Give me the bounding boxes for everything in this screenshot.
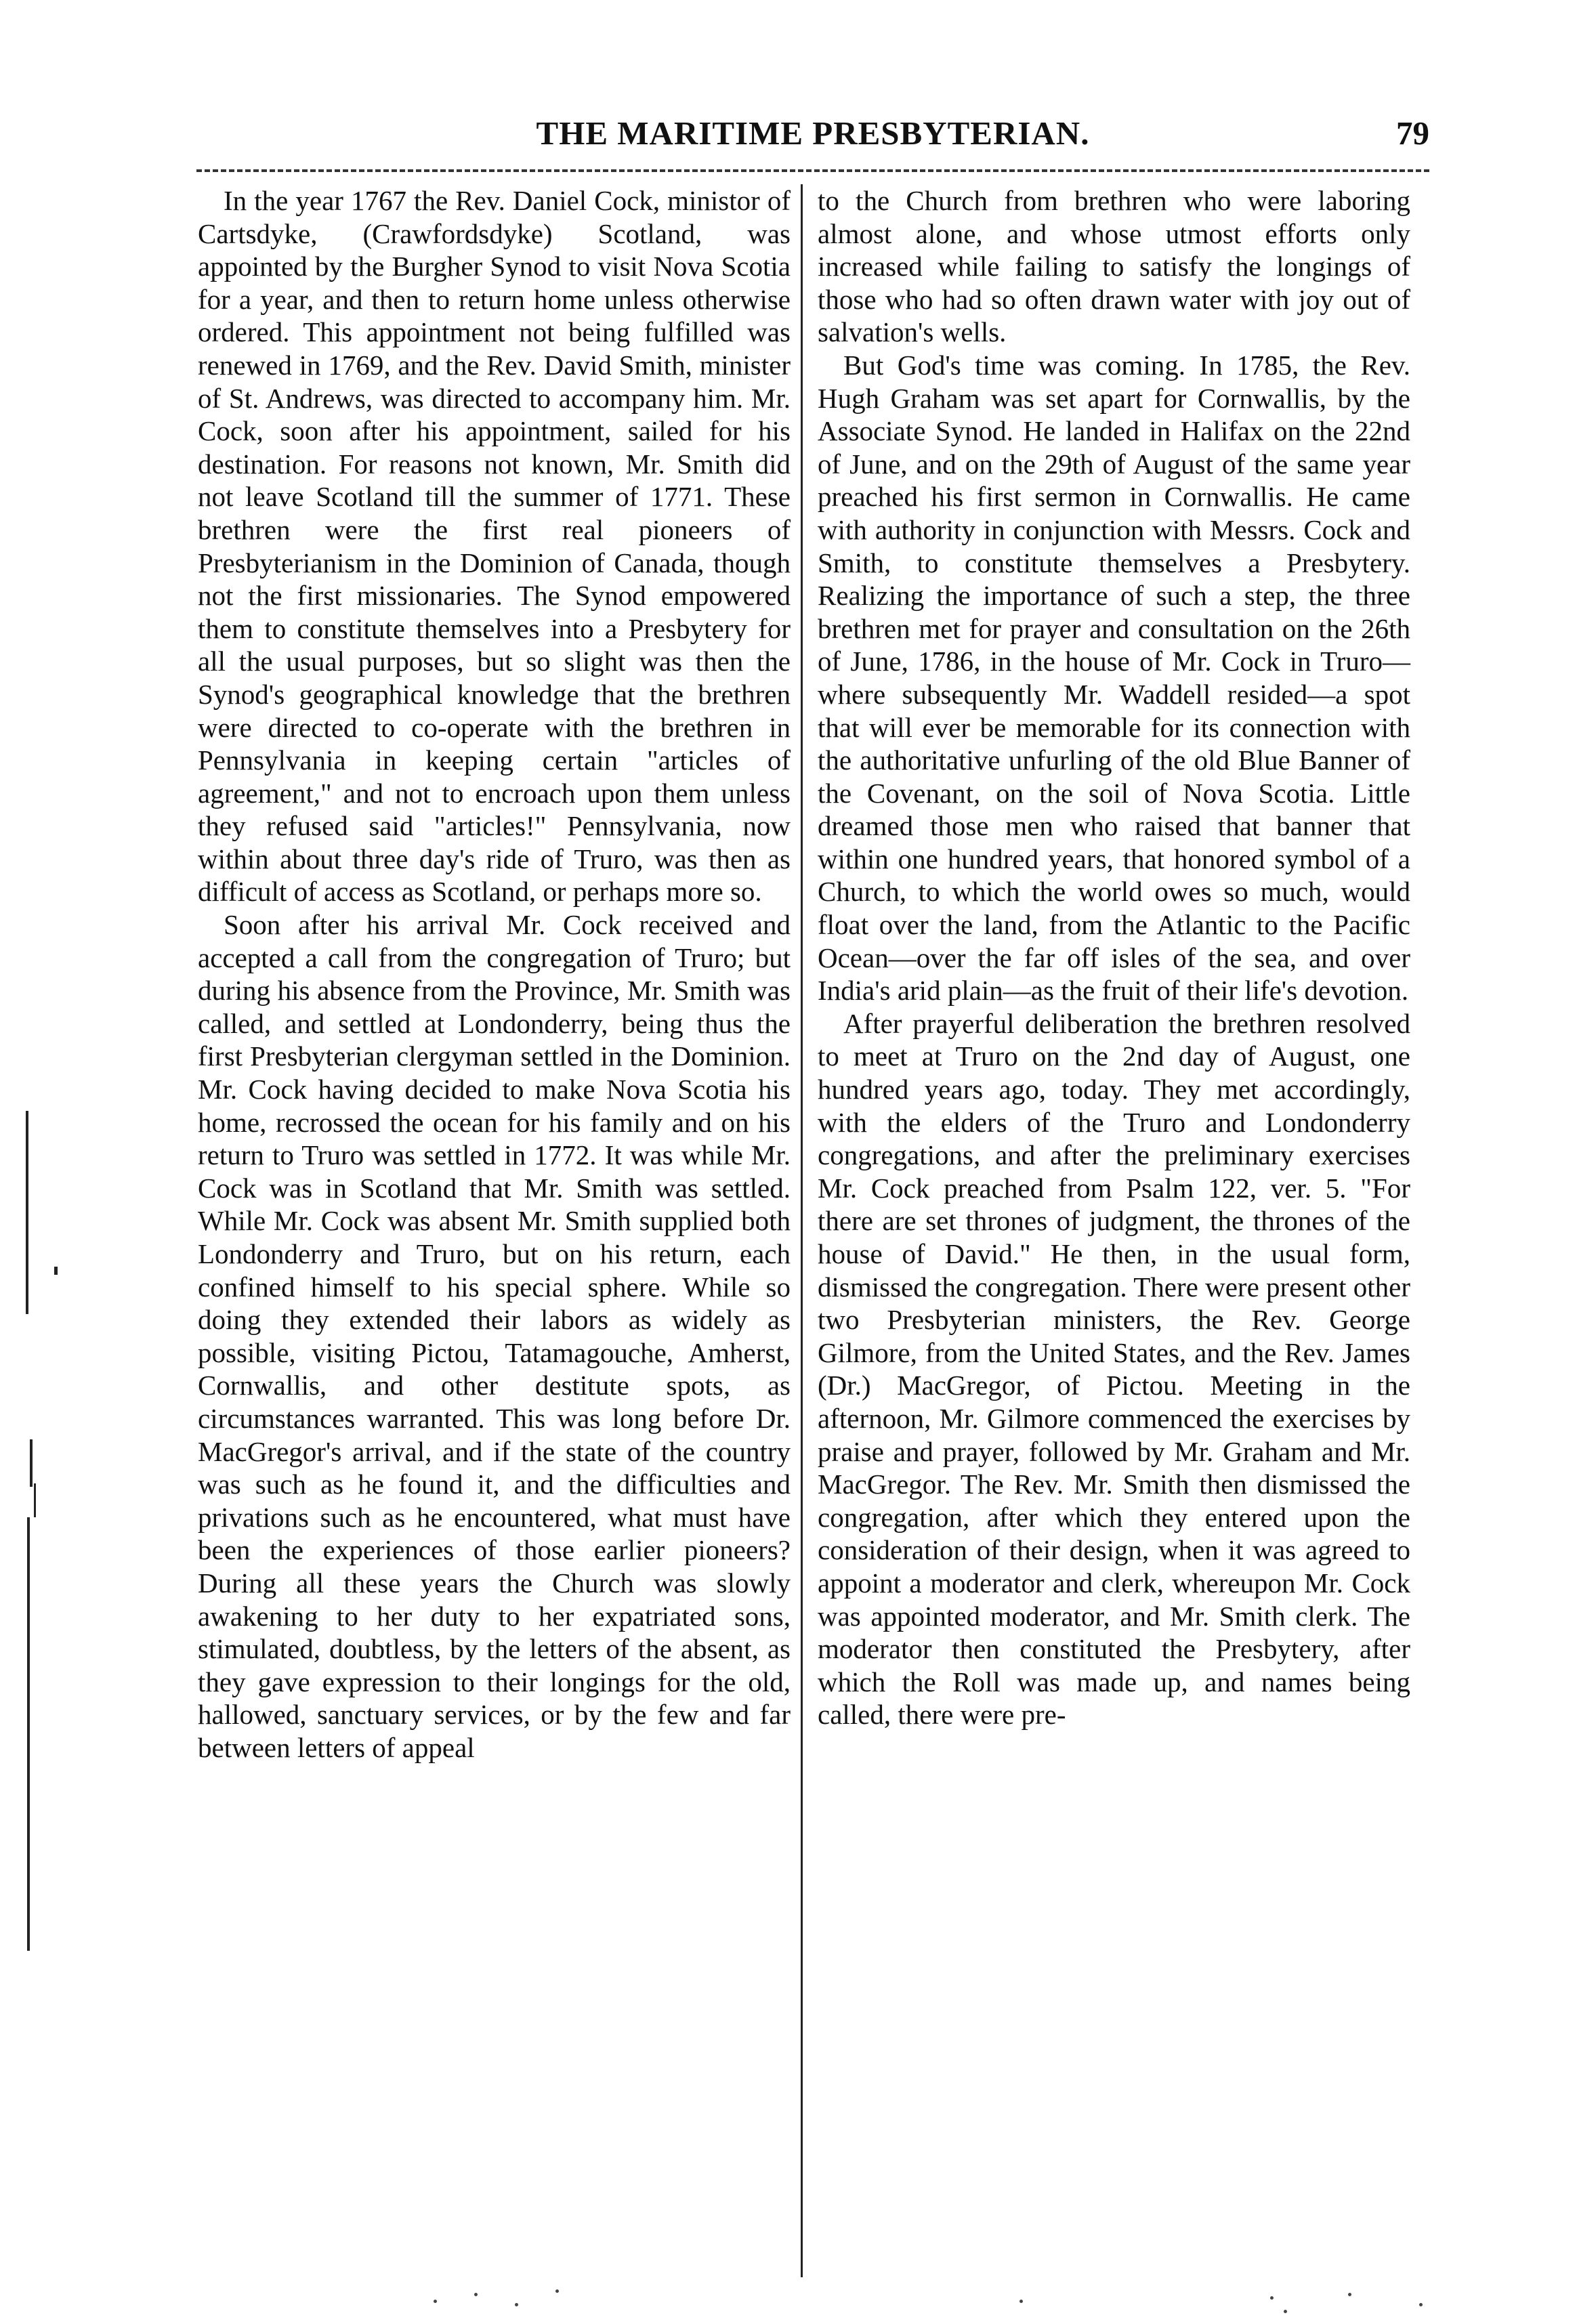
scan-speck xyxy=(1419,2303,1423,2306)
header-rule xyxy=(196,169,1429,172)
column-divider xyxy=(801,184,803,2277)
paragraph: Soon after his arrival Mr. Cock received and accepted a call from the congregation of Truro; but during his absence from the Province, Mr. Smith was called, and settled at Londonderry, being thus the first Presbyterian clergyman settled in the Dominion. Mr. Cock having decided to make Nova Scotia his home, recrossed the ocean for his family and on his return to Truro was settled in 1772. It was while Mr. Cock was in Scotland that Mr. Smith was settled. While Mr. Cock was absent Mr. Smith supplied both Londonderry and Truro, but on his return, each confined himself to his special sphere. While so doing they extended their labors as widely as possible, visiting Pictou, Tatamagouche, Amherst, Cornwallis, and other destitute spots, as circumstances warranted. This was long before Dr. MacGregor's arrival, and if the state of the country was such as he found it, and the difficulties and privations such as he encountered, what must have been the experiences of those earlier pioneers? During all these years the Church was slowly awakening to her duty to her expatriated sons, stimulated, doubtless, by the letters of the absent, as they gave expression to their longings for the old, hallowed, sanctuary services, or by the few and far between letters of appeal xyxy=(198,909,791,1763)
paragraph: In the year 1767 the Rev. Daniel Cock, ministor of Cartsdyke, (Crawfordsdyke) Scotland, was appointed by the Burgher Synod to visit Nova Scotia for a year, and then to return home unless otherwise ordered. This appointment not being fulfilled was renewed in 1769, and the Rev. David Smith, minister of St. Andrews, was directed to accompany him. Mr. Cock, soon after his appointment, sailed for his destination. For reasons not known, Mr. Smith did not leave Scotland till the summer of 1771. These brethren were the first real pioneers of Presbyterianism in the Dominion of Canada, though not the first missionaries. The Synod empowered them to constitute themselves into a Presbytery for all the usual purposes, but so slight was then the Synod's geographical knowledge that the brethren were directed to co-operate with the brethren in Pennsylvania in keeping certain "articles of agreement," and not to encroach upon them unless they refused said "articles!" Pennsylvania, now within about three day's ride of Truro, was then as difficult of access as Scotland, or perhaps more so. xyxy=(198,185,791,908)
scan-speck xyxy=(474,2293,478,2296)
scan-speck xyxy=(1019,2300,1023,2303)
scan-mark xyxy=(30,1439,33,1487)
scan-speck xyxy=(515,2303,518,2306)
scan-mark xyxy=(54,1267,58,1275)
scan-mark xyxy=(27,1517,30,1951)
scan-mark xyxy=(34,1483,36,1517)
paragraph: But God's time was coming. In 1785, the Rev. Hugh Graham was set apart for Cornwallis, by the Associate Synod. He landed in Halifax on the 22nd of June, and on the 29th of August of the same year preached his first sermon in Cornwallis. He came with authority in conjunction with Messrs. Cock and Smith, to constitute themselves a Presbytery. Realizing the importance of such a step, the three brethren met for prayer and consultation on the 26th of June, 1786, in the house of Mr. Cock in Truro—where subsequently Mr. Waddell resided—a spot that will ever be memorable for its connection with the authoritative unfurling of the old Blue Banner of the Covenant, on the soil of Nova Scotia. Little dreamed those men who raised that banner that within one hundred years, that honored symbol of a Church, to which the world owes so much, would float over the land, from the Atlantic to the Pacific Ocean—over the far off isles of the sea, and over India's arid plain—as the fruit of their life's devotion. xyxy=(818,349,1410,1007)
page-number: 79 xyxy=(1396,114,1429,152)
left-column xyxy=(198,184,791,1765)
paragraph-continued: to the Church from brethren who were laboring almost alone, and whose utmost efforts only increased while failing to satisfy the longings of those who had so often drawn water with joy out of salvation's wells. xyxy=(818,185,1410,348)
paragraph: After prayerful deliberation the brethren resolved to meet at Truro on the 2nd day of August, one hundred years ago, today. They met accordingly, with the elders of the Truro and Londonderry congregations, and after the preliminary exercises Mr. Cock preached from Psalm 122, ver. 5. "For there are set thrones of judgment, the thrones of the house of David." He then, in the usual form, dismissed the congregation. There were present other two Presbyterian ministers, the Rev. George Gilmore, from the United States, and the Rev. James (Dr.) MacGregor, of Pictou. Meeting in the afternoon, Mr. Gilmore commenced the exercises by praise and prayer, followed by Mr. Graham and Mr. MacGregor. The Rev. Mr. Smith then dismissed the congregation, after which they entered upon the consideration of their design, when it was agreed to appoint a moderator and clerk, whereupon Mr. Cock was appointed moderator, and Mr. Smith clerk. The moderator then constituted the Presbytery, after which the Roll was made up, and names being called, there were pre- xyxy=(818,1007,1410,1731)
scan-speck xyxy=(1348,2293,1351,2296)
right-column xyxy=(818,184,1410,1731)
scan-speck xyxy=(555,2289,559,2293)
scan-speck xyxy=(434,2300,437,2303)
scan-speck xyxy=(1284,2310,1287,2313)
scan-speck xyxy=(1270,2296,1274,2300)
running-title: THE MARITIME PRESBYTERIAN. xyxy=(536,114,1090,152)
running-head xyxy=(196,110,1429,157)
scan-mark xyxy=(26,1111,28,1314)
